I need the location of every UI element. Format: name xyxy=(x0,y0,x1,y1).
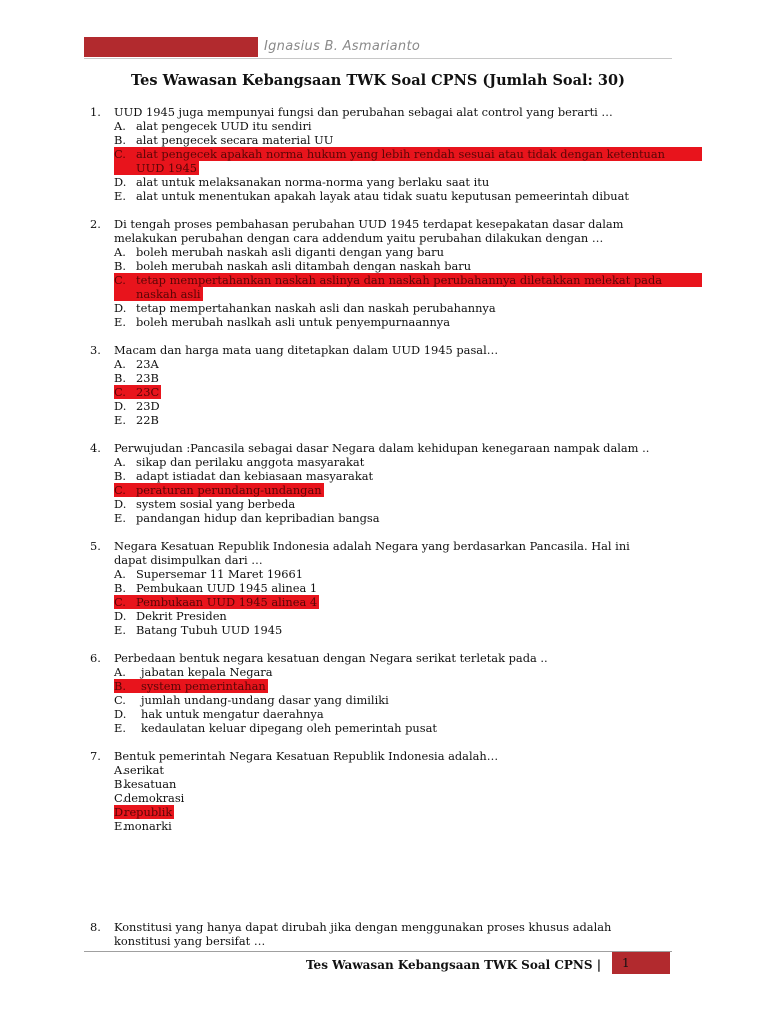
option-text: hak untuk mengatur daerahnya xyxy=(141,707,324,721)
option-text: 23B xyxy=(136,371,159,385)
option-letter: D. xyxy=(114,497,127,511)
answer-option xyxy=(114,567,690,581)
option-letter: B. xyxy=(114,469,126,483)
question-text-line: melakukan perubahan dengan cara addendum yaitu perubahan dilakukan dengan … xyxy=(114,231,604,245)
option-letter: C. xyxy=(114,693,126,707)
option-letter: B. xyxy=(114,581,126,595)
footer-page-box xyxy=(612,952,670,974)
option-text: boleh merubah naskah asli diganti dengan yang baru xyxy=(136,245,444,259)
option-letter: E. xyxy=(114,721,126,735)
option-text: 23A xyxy=(136,357,159,371)
answer-option xyxy=(114,371,690,385)
option-letter: A. xyxy=(114,455,126,469)
answer-option xyxy=(114,133,690,147)
answer-option xyxy=(114,357,690,371)
answer-option xyxy=(114,119,690,133)
answer-option xyxy=(114,189,690,203)
question-2 xyxy=(90,217,690,329)
option-text: 23D xyxy=(136,399,160,413)
option-letter: A. xyxy=(114,357,126,371)
option-text: sikap dan perilaku anggota masyarakat xyxy=(136,455,365,469)
question-3 xyxy=(90,343,690,427)
answer-option xyxy=(114,581,690,595)
question-text-line: Negara Kesatuan Republik Indonesia adalah Negara yang berdasarkan Pancasila. Hal ini xyxy=(114,539,630,553)
answer-option xyxy=(114,469,690,483)
answer-option xyxy=(114,497,690,511)
option-letter: E. xyxy=(114,511,126,525)
question-text-line: UUD 1945 juga mempunyai fungsi dan perubahan sebagai alat control yang berarti … xyxy=(114,105,613,119)
footer-title: Tes Wawasan Kebangsaan TWK Soal CPNS | xyxy=(306,958,602,972)
option-text: monarki xyxy=(124,819,172,833)
option-text: boleh merubah naskah asli ditambah dengan naskah baru xyxy=(136,259,472,273)
answer-option-correct xyxy=(114,679,268,693)
question-text-line: Perbedaan bentuk negara kesatuan dengan Negara serikat terletak pada .. xyxy=(114,651,548,665)
option-letter: C. xyxy=(114,595,126,609)
option-letter: D. xyxy=(114,609,127,623)
option-letter: C. xyxy=(114,483,126,497)
answer-option xyxy=(114,665,690,679)
question-number: 3. xyxy=(90,343,101,357)
option-letter: B. xyxy=(114,259,126,273)
answer-option xyxy=(114,455,690,469)
option-text: alat untuk melaksanakan norma-norma yang berlaku saat itu xyxy=(136,175,490,189)
option-letter: C. xyxy=(114,273,126,287)
question-text-line: konstitusi yang bersifat … xyxy=(114,934,266,948)
answer-option xyxy=(114,511,690,525)
option-letter: A. xyxy=(114,567,126,581)
answer-option-correct xyxy=(114,805,174,819)
option-letter: A. xyxy=(114,245,126,259)
option-text: 23C xyxy=(136,385,160,399)
option-letter: B. xyxy=(114,679,126,693)
answer-option-correct xyxy=(114,483,324,497)
question-text-line: Di tengah proses pembahasan perubahan UUD 1945 terdapat kesepakatan dasar dalam xyxy=(114,217,624,231)
page-number: 1 xyxy=(622,956,630,970)
option-letter: B. xyxy=(114,371,126,385)
option-text: demokrasi xyxy=(124,791,185,805)
question-number: 2. xyxy=(90,217,101,231)
answer-option xyxy=(114,175,690,189)
option-text: system sosial yang berbeda xyxy=(136,497,296,511)
answer-option xyxy=(114,315,690,329)
option-letter: B. xyxy=(114,133,126,147)
option-text: Batang Tubuh UUD 1945 xyxy=(136,623,283,637)
option-text: system pemerintahan xyxy=(141,679,266,693)
option-text: boleh merubah naslkah asli untuk penyempurnaannya xyxy=(136,315,451,329)
answer-option xyxy=(114,301,690,315)
footer-divider xyxy=(84,951,672,952)
option-text: UUD 1945 xyxy=(136,161,197,175)
option-text: Pembukaan UUD 1945 alinea 4 xyxy=(136,595,318,609)
option-text: 22B xyxy=(136,413,159,427)
question-list xyxy=(90,105,690,847)
header-accent-bar xyxy=(84,37,258,57)
answer-option xyxy=(114,399,690,413)
option-text: kedaulatan keluar dipegang oleh pemerintah pusat xyxy=(141,721,437,735)
option-letter: C. xyxy=(114,147,126,161)
question-number: 6. xyxy=(90,651,101,665)
option-text: jumlah undang-undang dasar yang dimiliki xyxy=(141,693,389,707)
answer-option xyxy=(114,777,690,791)
question-text-line: Macam dan harga mata uang ditetapkan dalam UUD 1945 pasal… xyxy=(114,343,499,357)
option-text: republik xyxy=(124,805,173,819)
option-letter: E. xyxy=(114,623,126,637)
answer-option xyxy=(114,259,690,273)
header-divider xyxy=(84,58,672,59)
question-1 xyxy=(90,105,690,203)
answer-option xyxy=(114,763,690,777)
option-text: alat pengecek apakah norma hukum yang lebih rendah sesuai atau tidak dengan ketentuan xyxy=(136,147,665,161)
option-text: Supersemar 11 Maret 19661 xyxy=(136,567,304,581)
option-letter: C. xyxy=(114,791,126,805)
question-number: 1. xyxy=(90,105,101,119)
question-text-line: Perwujudan :Pancasila sebagai dasar Negara dalam kehidupan kenegaraan nampak dalam .. xyxy=(114,441,650,455)
option-letter: D. xyxy=(114,707,127,721)
option-letter: D. xyxy=(114,301,127,315)
answer-option xyxy=(114,413,690,427)
answer-option xyxy=(114,609,690,623)
question-number: 5. xyxy=(90,539,101,553)
answer-option-continuation xyxy=(114,161,199,175)
question-number: 7. xyxy=(90,749,101,763)
answer-option-correct xyxy=(114,595,319,609)
option-text: serikat xyxy=(124,763,164,777)
option-letter: E. xyxy=(114,819,126,833)
question-text-line: dapat disimpulkan dari … xyxy=(114,553,263,567)
option-text: jabatan kepala Negara xyxy=(141,665,273,679)
option-text: pandangan hidup dan kepribadian bangsa xyxy=(136,511,380,525)
answer-option xyxy=(114,693,690,707)
answer-option xyxy=(114,791,690,805)
question-6 xyxy=(90,651,690,735)
option-letter: B. xyxy=(114,777,126,791)
answer-option xyxy=(114,707,690,721)
option-letter: A. xyxy=(114,119,126,133)
question-8 xyxy=(90,920,690,948)
option-text: peraturan perundang-undangan xyxy=(136,483,322,497)
option-letter: E. xyxy=(114,413,126,427)
option-text: alat pengecek UUD itu sendiri xyxy=(136,119,312,133)
option-text: alat pengecek secara material UU xyxy=(136,133,334,147)
answer-option xyxy=(114,721,690,735)
question-4 xyxy=(90,441,690,525)
header-author: Ignasius B. Asmarianto xyxy=(264,39,421,54)
question-5 xyxy=(90,539,690,637)
option-text: Dekrit Presiden xyxy=(136,609,227,623)
option-text: naskah asli xyxy=(136,287,201,301)
question-text-line: Konstitusi yang hanya dapat dirubah jika dengan menggunakan proses khusus adalah xyxy=(114,920,612,934)
answer-option xyxy=(114,623,690,637)
question-number: 4. xyxy=(90,441,101,455)
option-text: tetap mempertahankan naskah asli dan naskah perubahannya xyxy=(136,301,496,315)
question-number: 8. xyxy=(90,920,101,934)
answer-option-correct xyxy=(114,385,161,399)
option-letter: D. xyxy=(114,399,127,413)
option-text: Pembukaan UUD 1945 alinea 1 xyxy=(136,581,318,595)
option-letter: D. xyxy=(114,175,127,189)
option-text: adapt istiadat dan kebiasaan masyarakat xyxy=(136,469,374,483)
option-text: tetap mempertahankan naskah aslinya dan naskah perubahannya diletakkan melekat pada xyxy=(136,273,663,287)
document-title: Tes Wawasan Kebangsaan TWK Soal CPNS (Jumlah Soal: 30) xyxy=(131,72,625,89)
option-text: alat untuk menentukan apakah layak atau tidak suatu keputusan pemeerintah dibuat xyxy=(136,189,629,203)
option-letter: C. xyxy=(114,385,126,399)
option-letter: E. xyxy=(114,189,126,203)
answer-option-continuation xyxy=(114,287,203,301)
answer-option-correct xyxy=(114,147,702,161)
option-letter: E. xyxy=(114,315,126,329)
option-letter: A. xyxy=(114,665,126,679)
question-text-line: Bentuk pemerintah Negara Kesatuan Republik Indonesia adalah… xyxy=(114,749,499,763)
question-7 xyxy=(90,749,690,833)
option-text: kesatuan xyxy=(124,777,177,791)
answer-option xyxy=(114,819,690,833)
option-letter: A. xyxy=(114,763,126,777)
answer-option-correct xyxy=(114,273,702,287)
answer-option xyxy=(114,245,690,259)
option-letter: D. xyxy=(114,805,127,819)
